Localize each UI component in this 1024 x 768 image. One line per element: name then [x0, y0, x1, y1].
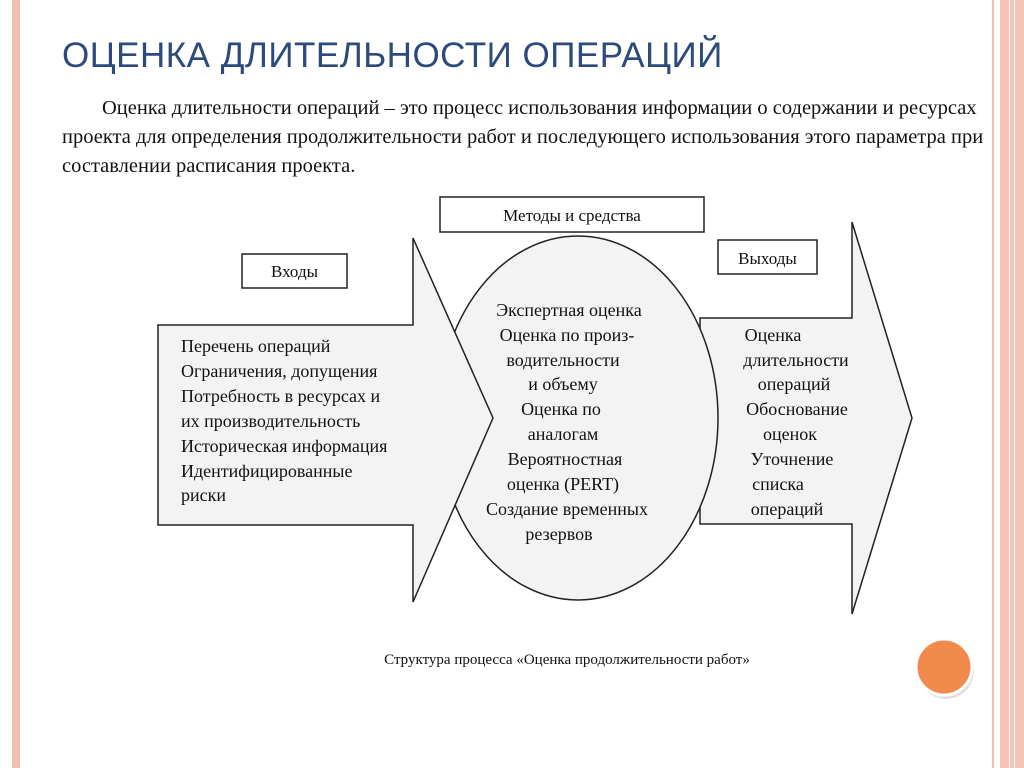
methods-line: резервов — [525, 524, 593, 544]
inputs-line: Историческая информация — [181, 436, 388, 456]
outputs-label: Выходы — [738, 249, 797, 268]
diagram-caption: Структура процесса «Оценка продолжительности работ» — [384, 652, 750, 668]
outputs-line: Обоснование — [746, 399, 848, 419]
methods-line: водительности — [506, 350, 620, 370]
inputs-line: Перечень операций — [181, 336, 331, 356]
inputs-line: риски — [181, 485, 226, 505]
outputs-line: оценок — [763, 424, 817, 444]
inputs-line: Потребность в ресурсах и — [181, 386, 381, 406]
outputs-line: операций — [750, 499, 824, 519]
slide-title: ОЦЕНКА ДЛИТЕЛЬНОСТИ ОПЕРАЦИЙ — [62, 36, 723, 75]
decorative-orange-circle — [916, 639, 974, 699]
outputs-line: списка — [752, 474, 804, 494]
inputs-label: Входы — [270, 262, 319, 281]
inputs-line: Идентифицированные — [181, 461, 353, 481]
intro-paragraph: Оценка длительности операций – это процесс использования информации о содержании и ресурсах проекта для определения продолжительности работ и последующего использования этого параметра при составлении расписания проекта. — [62, 97, 984, 177]
methods-line: оценка (PERT) — [506, 474, 620, 494]
methods-line: аналогам — [527, 424, 599, 444]
methods-line: Оценка по — [521, 399, 601, 419]
methods-line: Оценка по произ- — [499, 325, 635, 345]
inputs-line: их производительность — [181, 411, 361, 431]
methods-line: Экспертная оценка — [496, 300, 642, 320]
outputs-line: длительности — [743, 350, 849, 370]
outputs-line: Уточнение — [750, 449, 834, 469]
methods-line: Вероятностная — [507, 449, 623, 469]
methods-label: Методы и средства — [503, 206, 641, 225]
outputs-line: операций — [757, 374, 831, 394]
outputs-line: Оценка — [744, 325, 802, 345]
methods-line: и объему — [528, 374, 598, 394]
methods-line: Создание временных — [486, 499, 648, 519]
inputs-line: Ограничения, допущения — [181, 361, 378, 381]
